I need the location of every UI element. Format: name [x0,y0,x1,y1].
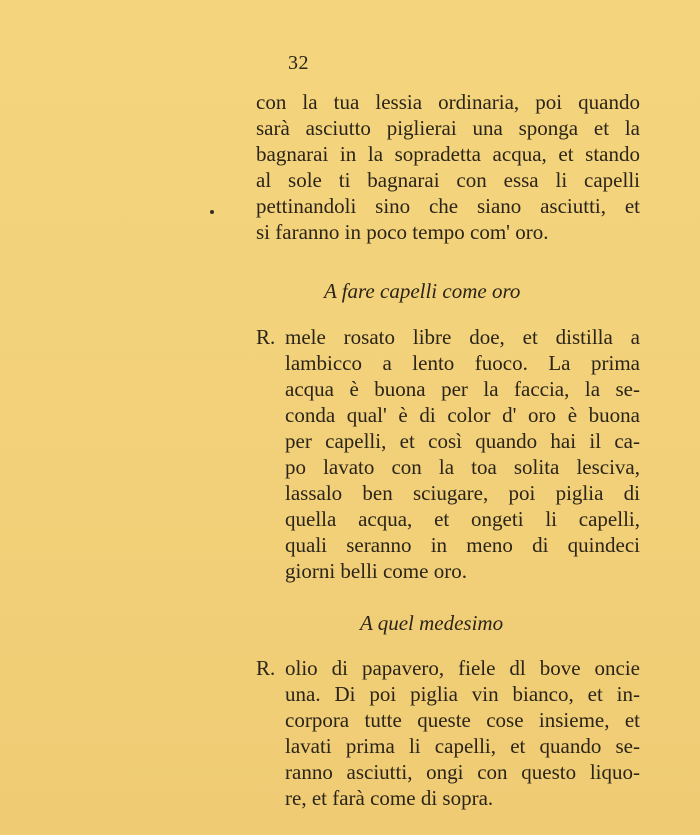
recipe-line: giorni belli come oro. [285,559,467,583]
recipe-line: lambicco a lento fuoco. La prima [285,351,640,375]
recipe-line: quella acqua, et ongeti li capelli, [285,507,640,531]
recipe-line: re, et farà come di sopra. [285,786,494,810]
recipe-line: conda qual' è di color d' oro è buona [285,403,640,427]
recipe-line: per capelli, et così quando hai il ca- [285,429,640,453]
recipe-line: acqua è buona per la faccia, la se- [285,377,640,401]
recipe-line: quali seranno in meno di quindeci [285,533,640,557]
page-number: 32 [288,52,309,74]
section-heading: A quel medesimo [360,611,504,635]
ink-spot [210,210,214,214]
paragraph-line: con la tua lessia ordinaria, poi quando [256,90,640,114]
recipe-line: lavati prima li capelli, et quando se- [285,734,640,758]
paragraph-line: sarà asciutto piglierai una sponga et la [256,116,640,140]
paragraph-line: si faranno in poco tempo com' oro. [256,220,549,244]
recipe-line: corpora tutte queste cose insieme, et [285,708,640,732]
section-heading: A fare capelli come oro [324,279,521,303]
recipe-line: lassalo ben sciugare, poi piglia di [285,481,640,505]
recipe-line: mele rosato libre doe, et distilla a [285,325,640,349]
recipe-marker: R. [256,656,276,680]
paragraph-line: al sole ti bagnarai con essa li capelli [256,168,640,192]
recipe-line: po lavato con la toa solita lesciva, [285,455,640,479]
recipe-marker: R. [256,325,276,349]
paragraph-line: pettinandoli sino che siano asciutti, et [256,194,640,218]
recipe-line: olio di papavero, fiele dl bove oncie [285,656,640,680]
recipe-line: una. Di poi piglia vin bianco, et in- [285,682,640,706]
recipe-line: ranno asciutti, ongi con questo liquo- [285,760,640,784]
paragraph-line: bagnarai in la sopradetta acqua, et stando [256,142,640,166]
